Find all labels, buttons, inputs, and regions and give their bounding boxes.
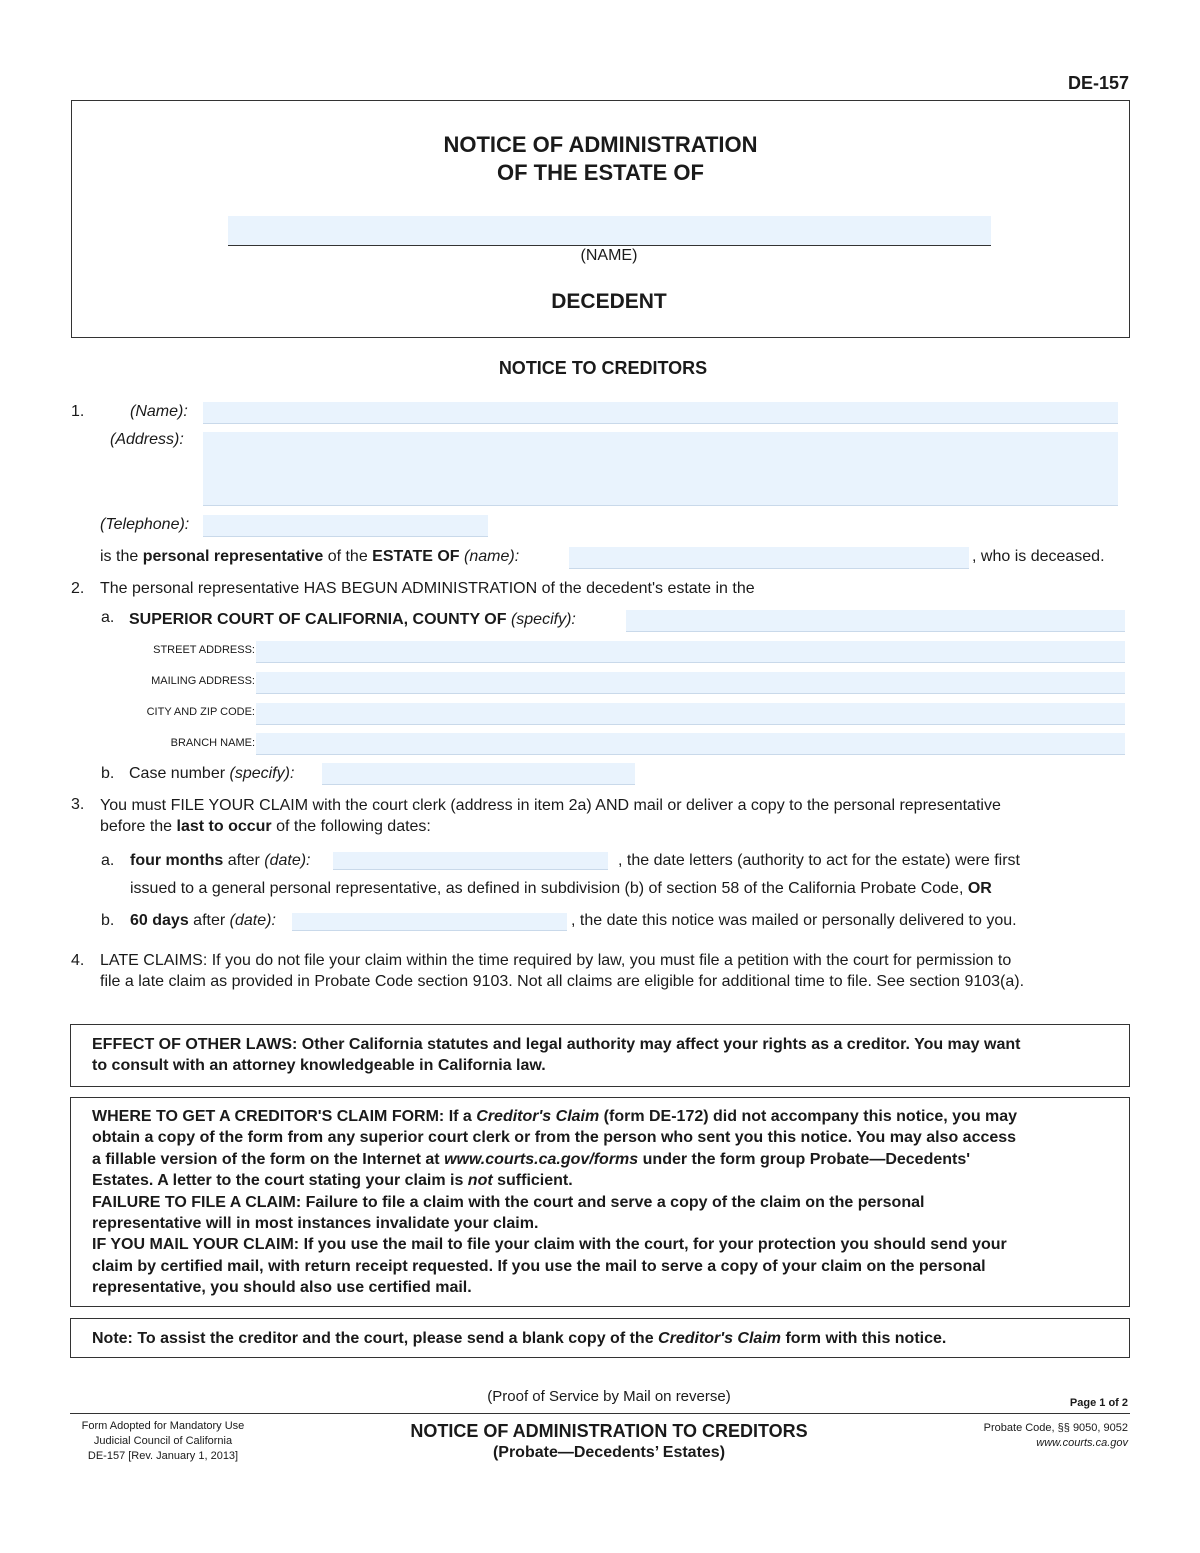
courts-website-link[interactable]: www.courts.ca.gov (1036, 1437, 1128, 1449)
text-date-a: (date): (264, 852, 311, 869)
text-after-a: after (227, 852, 260, 869)
footer-title-1: NOTICE OF ADMINISTRATION TO CREDITORS (410, 1421, 808, 1441)
name-label-1: (Name): (130, 403, 188, 420)
case-number-text: Case number (129, 765, 226, 782)
where-l1i: Creditor's Claim (476, 1108, 600, 1125)
item-2a-label (129, 611, 576, 629)
item-2-text: The personal representative HAS BEGUN ADMINISTRATION of the decedent's estate in the (100, 580, 755, 597)
text-60-days: 60 days (130, 912, 189, 929)
item-4-number: 4. (71, 952, 85, 969)
failure-line-2: representative will in most instances invalidate your claim. (92, 1215, 539, 1233)
footer-right (984, 1421, 1128, 1451)
decedent-label: DECEDENT (551, 290, 667, 313)
where-l1b: (form DE-172) did not accompany this notice, you may (603, 1108, 1018, 1125)
text-is-the: is the (100, 548, 139, 565)
failure-line-1: FAILURE TO FILE A CLAIM: Failure to file a claim with the court and serve a copy of the claim on the personal (92, 1193, 925, 1211)
section-title: NOTICE TO CREDITORS (498, 358, 708, 378)
street-address-label: STREET ADDRESS: (153, 644, 255, 656)
footer-title (309, 1421, 909, 1462)
note-post: form with this notice. (785, 1330, 947, 1347)
text-estate-of: ESTATE OF (372, 548, 460, 565)
item-3a-label (130, 852, 311, 870)
mail-line-3: representative, you should also use certified mail. (92, 1279, 472, 1297)
mail-line-1: IF YOU MAIL YOUR CLAIM: If you use the mail to file your claim with the court, for your protection you should send your (92, 1236, 1007, 1254)
item-4-line-2: file a late claim as provided in Probate Code section 9103. Not all claims are eligible for additional time to file. See section 9103(a). (100, 973, 1025, 990)
courts-forms-link[interactable]: www.courts.ca.gov/forms (444, 1150, 639, 1168)
item-4-line-1: LATE CLAIMS: If you do not file your claim within the time required by law, you must file a petition with the court for permission to (100, 952, 1012, 969)
item-3b-tail: , the date this notice was mailed or personally delivered to you. (571, 912, 1017, 929)
item-2a-letter: a. (101, 609, 115, 626)
footer-right-1: Probate Code, §§ 9050, 9052 (983, 1422, 1128, 1434)
personal-rep-line (100, 548, 519, 566)
page-number: Page 1 of 2 (1069, 1397, 1128, 1409)
effect-line-2: to consult with an attorney knowledgeable in California law. (92, 1057, 546, 1075)
text-or: OR (967, 880, 992, 897)
item-3-number: 3. (71, 796, 85, 813)
who-is-deceased: , who is deceased. (972, 548, 1105, 565)
text-four-months: four months (130, 852, 224, 869)
item-3-line-1: You must FILE YOUR CLAIM with the court clerk (address in item 2a) AND mail or deliver a copy to the personal representative (100, 797, 1001, 814)
rep-name-field[interactable] (203, 402, 1118, 424)
street-address-field[interactable] (256, 641, 1125, 663)
where-l4i: not (467, 1172, 493, 1190)
where-l1a: WHERE TO GET A CREDITOR'S CLAIM FORM: If a (92, 1108, 472, 1125)
county-specify: (specify): (510, 611, 576, 628)
where-line-4 (92, 1170, 1017, 1191)
branch-name-label: BRANCH NAME: (170, 737, 255, 749)
four-months-date-field[interactable] (333, 852, 608, 870)
city-zip-label: CITY AND ZIP CODE: (146, 706, 255, 718)
branch-name-field[interactable] (256, 733, 1125, 755)
title-line-2: OF THE ESTATE OF (497, 160, 704, 185)
footer-left-3: DE-157 [Rev. January 1, 2013] (87, 1450, 239, 1462)
mail-line-2: claim by certified mail, with return receipt requested. If you use the mail to serve a copy of your claim on the personal (92, 1257, 986, 1275)
text-after-b: after (193, 912, 226, 929)
text-name-spec: (name): (464, 548, 520, 565)
footer-left-1: Form Adopted for Mandatory Use (81, 1420, 245, 1432)
item-2b-letter: b. (101, 765, 115, 782)
form-id: DE-157 (1067, 73, 1129, 93)
address-label: (Address): (110, 431, 184, 448)
text-last-to-occur: last to occur (176, 818, 272, 835)
text-before-the: before the (100, 818, 173, 835)
where-l3a: a fillable version of the form on the Internet at (92, 1150, 440, 1168)
where-line-3 (92, 1149, 1017, 1170)
item-3a-tail: , the date letters (authority to act for the estate) were first (618, 852, 1020, 869)
county-label: SUPERIOR COURT OF CALIFORNIA, COUNTY OF (129, 611, 507, 628)
item-1-number: 1. (71, 403, 85, 420)
where-l4b: sufficient. (497, 1172, 573, 1190)
text-following-dates: of the following dates: (276, 818, 431, 835)
text-of-the: of the (327, 548, 368, 565)
item-3-line-2 (100, 818, 431, 836)
sixty-days-date-field[interactable] (292, 913, 567, 931)
where-line-2: obtain a copy of the form from any superior court clerk or from the person who sent you this notice. You may also access (92, 1129, 1017, 1147)
text-issued-to: issued to a general personal representative, as defined in subdivision (b) of section 58 of the California Probate Code, (130, 880, 964, 897)
proof-of-service-note: (Proof of Service by Mail on reverse) (487, 1388, 731, 1405)
footer-left (70, 1419, 256, 1464)
county-field[interactable] (626, 610, 1125, 632)
name-label: (NAME) (580, 247, 638, 264)
item-2-number: 2. (71, 580, 85, 597)
telephone-label: (Telephone): (100, 516, 190, 533)
rep-address-field[interactable] (203, 432, 1118, 506)
item-3b-label (130, 912, 276, 930)
case-number-label (129, 765, 294, 783)
footer-title-2: (Probate—Decedents’ Estates) (492, 1444, 726, 1461)
item-3b-letter: b. (101, 912, 115, 929)
title-line-1: NOTICE OF ADMINISTRATION (443, 132, 758, 157)
footer-rule (70, 1413, 1130, 1414)
rep-telephone-field[interactable] (203, 515, 488, 537)
case-number-field[interactable] (322, 763, 635, 785)
note-pre: Note: To assist the creditor and the court, please send a blank copy of the (92, 1330, 654, 1347)
text-date-b: (date): (229, 912, 276, 929)
city-zip-field[interactable] (256, 703, 1125, 725)
item-3a-letter: a. (101, 852, 115, 869)
decedent-name-field[interactable] (228, 216, 991, 246)
where-l3b: under the form group Probate—Decedents' (642, 1150, 971, 1168)
footer-left-2: Judicial Council of California (93, 1435, 233, 1447)
page-title (71, 131, 1130, 187)
claim-form-info-text (92, 1106, 1017, 1299)
note-italic: Creditor's Claim (658, 1330, 781, 1347)
where-line-1 (92, 1106, 1017, 1127)
mailing-address-field[interactable] (256, 672, 1125, 694)
text-personal-rep: personal representative (142, 548, 324, 565)
case-number-specify: (specify): (229, 765, 295, 782)
effect-of-laws-text (92, 1034, 1020, 1077)
note-text (92, 1328, 946, 1349)
effect-line-1: EFFECT OF OTHER LAWS: Other California statutes and legal authority may affect your rights as a creditor. You may want (92, 1036, 1021, 1053)
estate-name-field[interactable] (569, 547, 969, 569)
where-l4a: Estates. A letter to the court stating your claim is (92, 1172, 464, 1190)
mailing-address-label: MAILING ADDRESS: (151, 675, 255, 687)
item-3a-line-2 (130, 880, 992, 898)
